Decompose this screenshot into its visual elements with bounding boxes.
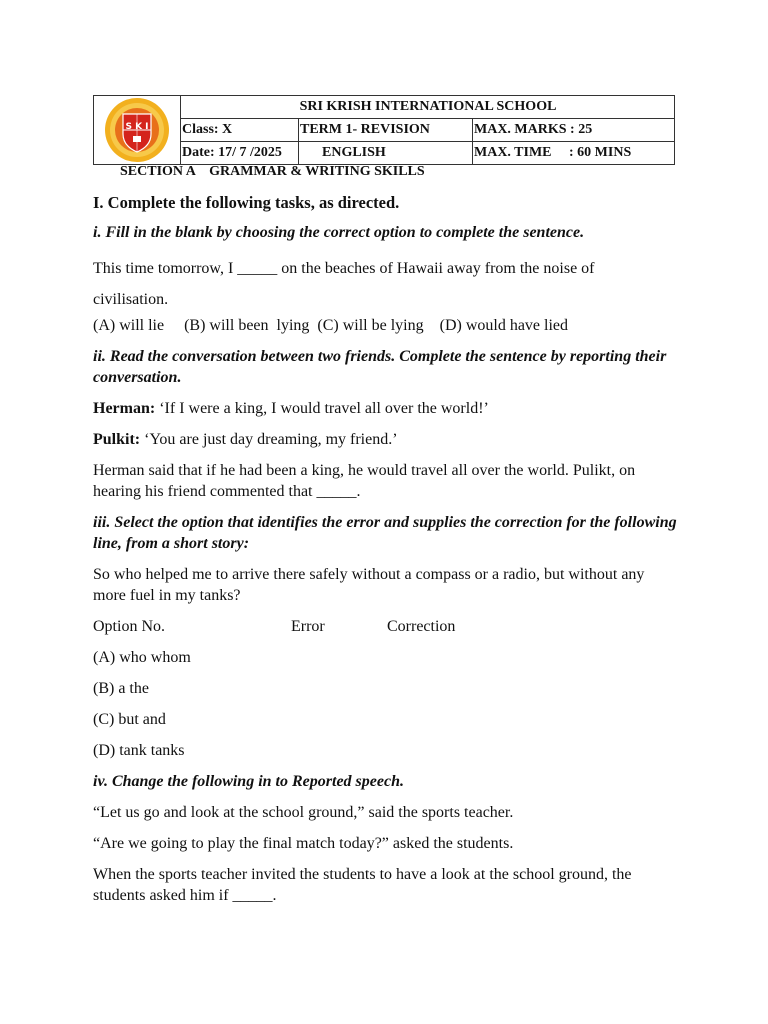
q3-table-header [93,616,678,637]
q1-instruction: i. Fill in the blank by choosing the correct option to complete the sentence. [93,224,585,241]
col-option-header: Option No. [93,618,165,635]
q4-quote2: “Are we going to play the final match today?” asked the students. [93,835,514,852]
question-paper-body [93,192,678,916]
date-label: Date: 17/ 7 /2025 [181,142,299,165]
q1-sentence-line1: This time tomorrow, I _____ on the beaches of Hawaii away from the noise of [93,260,595,277]
school-logo-icon [97,96,177,164]
part-heading: I. Complete the following tasks, as directed. [93,193,400,212]
q2-instruction: ii. Read the conversation between two friends. Complete the sentence by reporting their conversation. [93,348,667,386]
q2-answer-stem: Herman said that if he had been a king, he would travel all over the world. Pulikt, on hearing his friend commented that _____. [93,462,636,500]
max-time: MAX. TIME : 60 MINS [473,142,675,165]
q3-instruction: iii. Select the option that identifies the error and supplies the correction for the following line, from a short story: [93,514,677,552]
subject-label: ENGLISH [322,145,386,160]
logo-initials: S K I [125,122,149,132]
q4-instruction: iv. Change the following in to Reported speech. [93,773,404,790]
q2-line-pulkit [93,429,678,450]
q3-option-d: (D) tank tanks [93,742,185,759]
school-logo-cell [94,96,181,165]
class-label: Class: X [181,119,299,142]
speaker-herman: Herman: [93,400,156,417]
section-title: SECTION A GRAMMAR & WRITING SKILLS [120,164,425,179]
col-error-header: Error [291,618,325,635]
max-marks: MAX. MARKS : 25 [473,119,675,142]
q1-sentence-line2: civilisation. [93,291,169,308]
q4-quote1: “Let us go and look at the school ground,” said the sports teacher. [93,804,514,821]
q3-option-a: (A) who whom [93,649,191,666]
q4-answer-stem: When the sports teacher invited the students to have a look at the school ground, the students asked him if _____. [93,866,632,904]
speech-pulkit: ‘You are just day dreaming, my friend.’ [140,431,398,448]
speech-herman: ‘If I were a king, I would travel all over the world!’ [155,400,489,417]
q3-line: So who helped me to arrive there safely without a compass or a radio, but without any more fuel in my tanks? [93,566,645,604]
speaker-pulkit: Pulkit: [93,431,141,448]
header-table [93,95,675,165]
q3-option-b: (B) a the [93,680,149,697]
school-name: SRI KRISH INTERNATIONAL SCHOOL [181,96,675,119]
col-correction-header: Correction [387,618,456,635]
q2-line-herman [93,398,678,419]
term-label: TERM 1- REVISION [299,119,473,142]
q1-options: (A) will lie (B) will been lying (C) will be lying (D) would have lied [93,317,569,334]
q3-option-c: (C) but and [93,711,166,728]
